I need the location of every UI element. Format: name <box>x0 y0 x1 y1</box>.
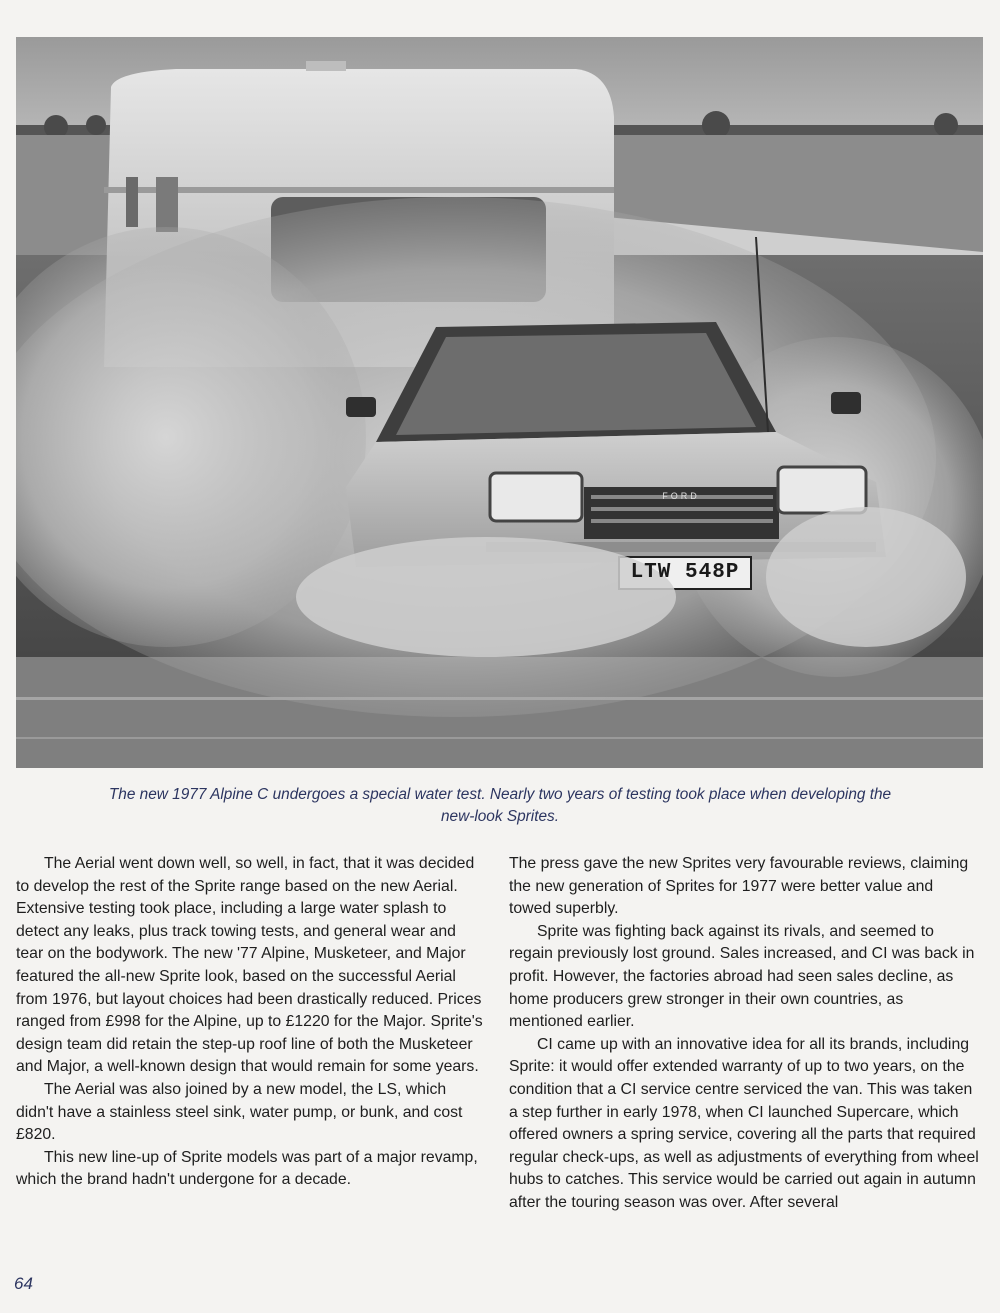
body-paragraph: The press gave the new Sprites very favourable reviews, claiming the new generation of Sprites for 1977 were better value and towed superbly. <box>509 855 969 918</box>
body-paragraph: The Aerial was also joined by a new model, the LS, which didn't have a stainless steel sink, water pump, or bunk, and cost £820. <box>16 1080 463 1144</box>
caption-line: The new 1977 Alpine C undergoes a special water test. Nearly two years of testing took place when developing the <box>108 786 892 803</box>
left-column <box>16 853 486 1192</box>
page-number: 64 <box>14 1274 33 1293</box>
body-paragraph: Sprite was fighting back against its rivals, and seemed to regain previously lost ground. Sales increased, and CI was back in profit. However, the factories abroad had seen sales decline, as home producers grew stronger in their own countries, as mentioned earlier. <box>509 922 975 1031</box>
number-plate: LTW 548P <box>630 561 740 584</box>
photo-illustration <box>16 37 983 768</box>
caption-line: new-look Sprites. <box>440 808 560 825</box>
right-column <box>509 853 979 1215</box>
photo-caption <box>30 784 970 828</box>
body-paragraph: This new line-up of Sprite models was part of a major revamp, which the brand hadn't undergone for a decade. <box>16 1148 478 1189</box>
body-paragraph: CI came up with an innovative idea for all its brands, including Sprite: it would offer extended warranty of up to two years, on the condition that a CI service centre serviced the van. This was taken a step further in early 1978, when CI launched Supercare, which offered owners a spring service, covering all the parts that required regular check-ups, as well as adjustments of everything from wheel hubs to catches. This service would be carried out again in autumn after the touring season was over. After several <box>509 1035 979 1211</box>
body-paragraph: The Aerial went down well, so well, in fact, that it was decided to develop the rest of the Sprite range based on the new Aerial. Extensive testing took place, including a large water splash to detect any leaks, plus track towing tests, and general wear and tear on the bodywork. The new '77 Alpine, Musketeer, and Major featured the all-new Sprite look, based on the successful Aerial from 1976, but layout choices had been drastically reduced. Prices ranged from £998 for the Alpine, up to £1220 for the Major. Sprite's design team did retain the step-up roof line of both the Musketeer and Major, a well-known design that would remain for some years. <box>16 855 483 1076</box>
grille-badge: FORD <box>662 491 700 501</box>
water-test-photo <box>16 37 983 768</box>
